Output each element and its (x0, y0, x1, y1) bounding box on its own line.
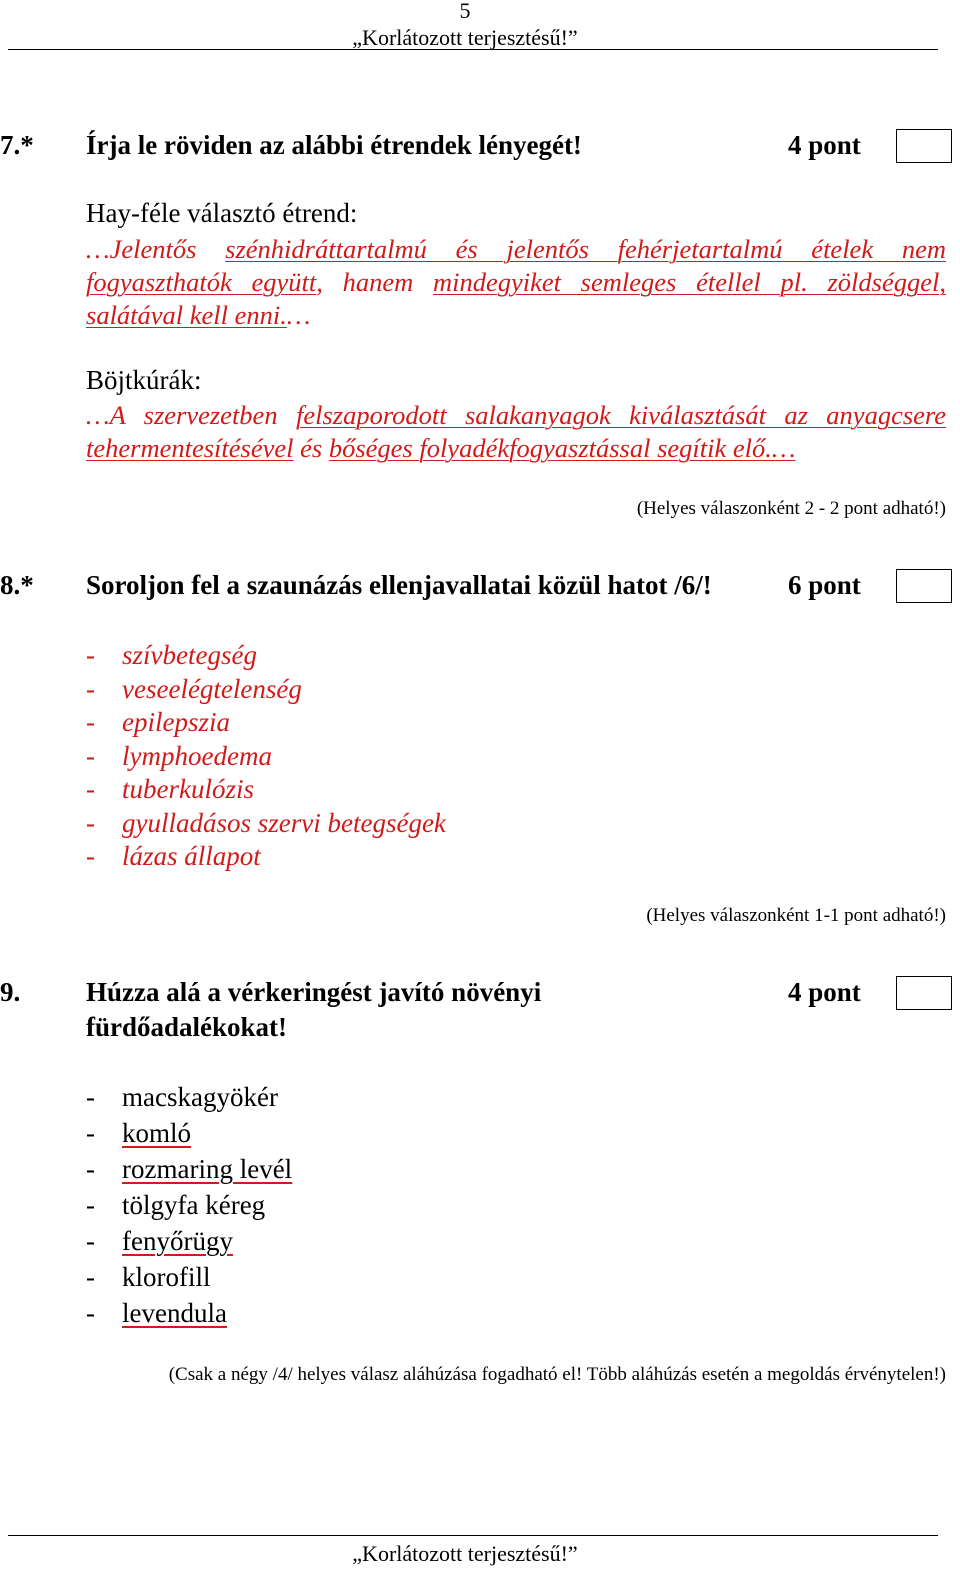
header-rule (8, 49, 938, 50)
q9-points: 4 pont (788, 977, 861, 1007)
list-item: lázas állapot (122, 841, 261, 871)
q7-title: Írja le röviden az alábbi étrendek lényegét! (86, 130, 582, 160)
q7-number: 7.* (0, 130, 34, 160)
list-dash: - (86, 841, 95, 871)
q7-diet2-answer-line1 (86, 399, 946, 432)
list-item: szívbetegség (122, 640, 257, 670)
footer-restricted-notice: „Korlátozott terjesztésű!” (352, 1541, 578, 1566)
list-dash: - (86, 640, 95, 670)
list-item[interactable]: fenyőrügy (122, 1226, 233, 1256)
q9-scoring-note: (Csak a négy /4/ helyes válasz aláhúzása fogadható el! Több aláhúzás esetén a megoldás érvénytelen!) (168, 1364, 946, 1385)
q7-diet1-label: Hay-féle választó étrend: (86, 198, 358, 228)
q9-title-line2: fürdőadalékokat! (86, 1012, 288, 1042)
q7-scoring-note: (Helyes válaszonként 2 - 2 pont adható!) (636, 498, 946, 519)
list-dash: - (86, 774, 95, 804)
list-item: lymphoedema (122, 740, 272, 771)
q9-score-box[interactable] (896, 976, 952, 1010)
list-item: tuberkulózis (122, 774, 254, 804)
list-item[interactable]: rozmaring levél (122, 1154, 293, 1184)
list-dash: - (86, 1190, 95, 1220)
q7-diet1-answer-line2 (86, 266, 946, 299)
list-item[interactable]: tölgyfa kéreg (122, 1190, 266, 1220)
q7-diet2-answer-line2 (86, 432, 946, 465)
q7-diet1-answer-line3 (86, 299, 946, 332)
list-item[interactable]: komló (122, 1118, 192, 1148)
header-restricted-notice: „Korlátozott terjesztésű!” (352, 25, 578, 50)
q8-scoring-note: (Helyes válaszonként 1-1 pont adható!) (646, 905, 946, 926)
q9-title-line1: Húzza alá a vérkeringést javító növényi (86, 977, 542, 1007)
list-item[interactable]: macskagyökér (122, 1082, 278, 1112)
q7-diet1-text: , hanem (316, 267, 433, 297)
q7-diet2-underline: bőséges folyadékfogyasztással segítik elő.… (328, 433, 796, 463)
q7-diet1-underline: salátával kell enni. (86, 300, 287, 330)
list-dash: - (86, 707, 95, 737)
list-dash: - (86, 673, 95, 704)
list-dash: - (86, 1082, 95, 1112)
q7-diet1-underline: szénhidráttartalmú és jelentős fehérjetartalmú ételek nem (225, 234, 946, 264)
q8-title: Soroljon fel a szaunázás ellenjavallatai közül hatot /6/! (86, 570, 712, 600)
footer-rule (8, 1535, 938, 1536)
q7-diet1-text: …Jelentős (86, 234, 226, 264)
page-number: 5 (459, 0, 471, 23)
q7-diet2-text: …A szervezetben (86, 400, 296, 430)
list-item: veseelégtelenség (122, 673, 302, 704)
q7-diet1-text: … (286, 300, 311, 330)
q7-diet2-text: és (293, 433, 329, 463)
list-item[interactable]: klorofill (122, 1262, 211, 1292)
list-item[interactable]: levendula (122, 1298, 227, 1328)
q7-diet2-underline: tehermentesítésével (86, 433, 294, 463)
list-dash: - (86, 740, 95, 771)
list-dash: - (86, 1262, 95, 1292)
q9-number: 9. (0, 977, 21, 1007)
list-dash: - (86, 807, 95, 838)
q7-diet1-answer-line1 (86, 233, 946, 266)
list-dash: - (86, 1154, 95, 1184)
q7-points: 4 pont (788, 130, 861, 160)
q7-diet2-underline: felszaporodott salakanyagok kiválasztását az anyagcsere (295, 400, 946, 430)
q7-diet2-label: Böjtkúrák: (86, 365, 202, 395)
q7-diet1-underline: mindegyiket semleges étellel pl. zöldséggel, (432, 267, 946, 297)
q7-diet1-underline: fogyaszthatók együtt (86, 267, 317, 297)
list-item: gyulladásos szervi betegségek (122, 807, 446, 838)
list-dash: - (86, 1298, 95, 1328)
q8-points: 6 pont (788, 570, 861, 600)
list-item: epilepszia (122, 707, 230, 737)
q8-number: 8.* (0, 570, 34, 600)
list-dash: - (86, 1118, 95, 1148)
q7-score-box[interactable] (896, 129, 952, 163)
list-dash: - (86, 1226, 95, 1256)
q8-score-box[interactable] (896, 569, 952, 603)
